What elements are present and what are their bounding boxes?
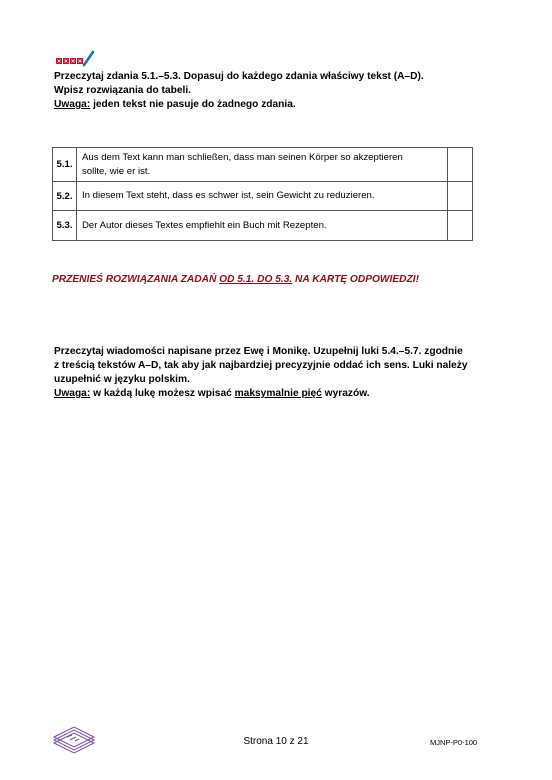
table-row [53,211,473,241]
answer-table [52,147,473,241]
document-code: MJNP-P0-100 [430,738,478,747]
transfer-range: OD 5.1. DO 5.3. [219,274,293,285]
note-label: Uwaga: [54,388,91,399]
note-emphasis: maksymalnie pięć [234,388,322,399]
instruction-line: Przeczytaj wiadomości napisane przez Ewę i Monikę. Uzupełnij luki 5.4.–5.7. zgodnie [54,346,463,357]
answer-box[interactable] [448,182,473,211]
task-statement: Der Autor dieses Textes empfiehlt ein Buch mit Rezepten. [77,211,448,241]
note-text: wyrazów. [321,388,370,399]
statement-line: sollte, wie er ist. [82,165,151,177]
statement-line: Aus dem Text kann man schließen, dass man seinen Körper so akzeptieren [82,151,403,163]
instruction-note [54,98,424,112]
pencil-task-icon [56,50,96,68]
instruction-note [54,387,468,401]
task-number: 5.1. [53,148,77,182]
instruction-line: Wpisz rozwiązania do tabeli. [54,85,191,96]
note-text: w każdą lukę możesz wpisać [90,388,235,399]
transfer-text: NA KARTĘ ODPOWIEDZI! [292,274,419,285]
answer-box[interactable] [448,211,473,241]
gap-fill-instructions [54,345,468,401]
instruction-line: z treścią tekstów A–D, tak aby jak najbardziej precyzyjnie oddać ich sens. Luki należy [54,360,468,371]
task-statement: In diesem Text steht, dass es schwer ist, sein Gewicht zu reduzieren. [77,182,448,211]
task-statement [77,148,448,182]
note-text: jeden tekst nie pasuje do żadnego zdania. [90,99,296,110]
task-number: 5.3. [53,211,77,241]
page-number: Strona 10 z 21 [243,736,309,747]
table-row [53,182,473,211]
instruction-line: Przeczytaj zdania 5.1.–5.3. Dopasuj do każdego zdania właściwy tekst (A–D). [54,71,424,82]
transfer-text: PRZENIEŚ ROZWIĄZANIA ZADAŃ [52,274,220,285]
answer-box[interactable] [448,148,473,182]
task-number: 5.2. [53,182,77,211]
table-row [53,148,473,182]
note-label: Uwaga: [54,99,91,110]
matching-instructions [54,70,424,112]
transfer-notice [52,274,419,285]
instruction-line: uzupełnić w języku polskim. [54,374,190,385]
